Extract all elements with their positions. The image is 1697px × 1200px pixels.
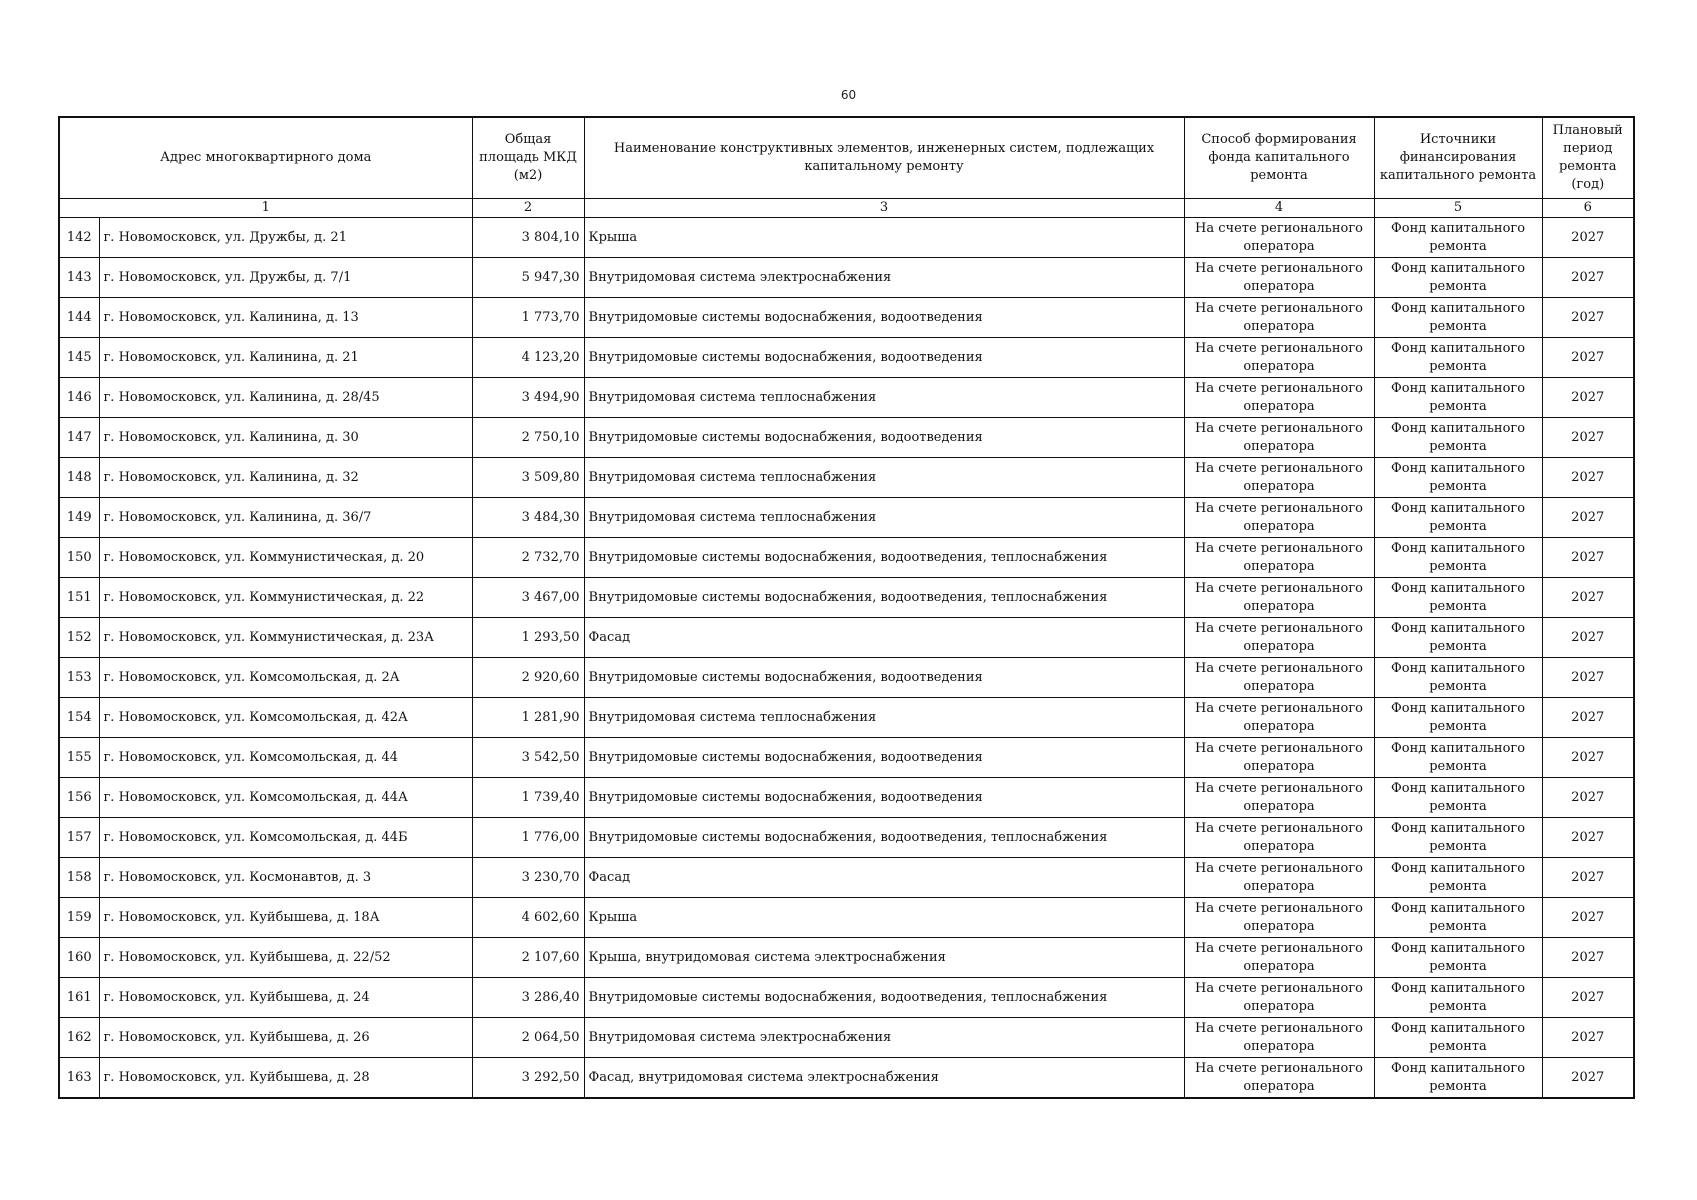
row-funding-source: Фонд капитального ремонта [1374,458,1542,498]
row-funding-source: Фонд капитального ремонта [1374,618,1542,658]
row-address: г. Новомосковск, ул. Комсомольская, д. 44 [99,738,472,778]
row-funding-method: На счете регионального оператора [1184,298,1374,338]
row-elements: Внутридомовые системы водоснабжения, водоотведения [584,658,1184,698]
row-elements: Внутридомовая система теплоснабжения [584,378,1184,418]
row-elements: Крыша, внутридомовая система электроснабжения [584,938,1184,978]
row-area: 1 776,00 [472,818,584,858]
table-row [59,578,1634,618]
row-funding-source: Фонд капитального ремонта [1374,298,1542,338]
row-elements: Внутридомовая система теплоснабжения [584,498,1184,538]
table-row [59,818,1634,858]
row-area: 3 509,80 [472,458,584,498]
row-year: 2027 [1542,978,1634,1018]
row-year: 2027 [1542,258,1634,298]
row-number: 146 [59,378,99,418]
row-elements: Внутридомовые системы водоснабжения, водоотведения [584,298,1184,338]
row-elements: Внутридомовые системы водоснабжения, водоотведения [584,338,1184,378]
row-funding-source: Фонд капитального ремонта [1374,818,1542,858]
row-number: 160 [59,938,99,978]
row-area: 5 947,30 [472,258,584,298]
row-number: 143 [59,258,99,298]
row-year: 2027 [1542,618,1634,658]
row-number: 159 [59,898,99,938]
row-address: г. Новомосковск, ул. Коммунистическая, д. 20 [99,538,472,578]
row-year: 2027 [1542,378,1634,418]
row-address: г. Новомосковск, ул. Комсомольская, д. 44А [99,778,472,818]
row-area: 2 064,50 [472,1018,584,1058]
row-area: 1 281,90 [472,698,584,738]
row-funding-method: На счете регионального оператора [1184,498,1374,538]
table-row [59,938,1634,978]
row-year: 2027 [1542,338,1634,378]
row-year: 2027 [1542,298,1634,338]
row-year: 2027 [1542,458,1634,498]
row-funding-source: Фонд капитального ремонта [1374,1058,1542,1099]
row-address: г. Новомосковск, ул. Комсомольская, д. 44Б [99,818,472,858]
row-funding-method: На счете регионального оператора [1184,898,1374,938]
row-funding-source: Фонд капитального ремонта [1374,1018,1542,1058]
table-row [59,498,1634,538]
row-elements: Крыша [584,898,1184,938]
row-funding-source: Фонд капитального ремонта [1374,658,1542,698]
header-sources: Источники финансирования капитального ремонта [1374,117,1542,199]
row-number: 154 [59,698,99,738]
row-area: 2 732,70 [472,538,584,578]
row-year: 2027 [1542,858,1634,898]
row-funding-method: На счете регионального оператора [1184,738,1374,778]
row-number: 142 [59,218,99,258]
row-number: 157 [59,818,99,858]
row-elements: Внутридомовая система электроснабжения [584,1018,1184,1058]
row-area: 2 920,60 [472,658,584,698]
row-address: г. Новомосковск, ул. Коммунистическая, д. 23А [99,618,472,658]
row-number: 156 [59,778,99,818]
row-number: 153 [59,658,99,698]
row-area: 3 292,50 [472,1058,584,1099]
row-elements: Внутридомовая система электроснабжения [584,258,1184,298]
column-number: 5 [1374,199,1542,218]
row-funding-method: На счете регионального оператора [1184,978,1374,1018]
row-address: г. Новомосковск, ул. Калинина, д. 30 [99,418,472,458]
row-address: г. Новомосковск, ул. Комсомольская, д. 42А [99,698,472,738]
row-address: г. Новомосковск, ул. Куйбышева, д. 24 [99,978,472,1018]
header-period: Плановый период ремонта (год) [1542,117,1634,199]
column-number-row [59,199,1634,218]
table-row [59,738,1634,778]
row-funding-source: Фонд капитального ремонта [1374,498,1542,538]
row-number: 145 [59,338,99,378]
row-year: 2027 [1542,498,1634,538]
row-year: 2027 [1542,898,1634,938]
row-year: 2027 [1542,538,1634,578]
row-elements: Внутридомовые системы водоснабжения, водоотведения, теплоснабжения [584,978,1184,1018]
row-area: 2 750,10 [472,418,584,458]
column-number: 6 [1542,199,1634,218]
header-elements: Наименование конструктивных элементов, инженерных систем, подлежащих капитальному ремонту [584,117,1184,199]
table-row [59,338,1634,378]
row-funding-method: На счете регионального оператора [1184,578,1374,618]
row-funding-method: На счете регионального оператора [1184,658,1374,698]
header-area: Общая площадь МКД (м2) [472,117,584,199]
column-number: 2 [472,199,584,218]
row-area: 3 542,50 [472,738,584,778]
row-number: 150 [59,538,99,578]
row-funding-source: Фонд капитального ремонта [1374,698,1542,738]
row-year: 2027 [1542,1058,1634,1099]
row-funding-source: Фонд капитального ремонта [1374,738,1542,778]
row-elements: Внутридомовые системы водоснабжения, водоотведения [584,738,1184,778]
row-funding-method: На счете регионального оператора [1184,818,1374,858]
row-funding-method: На счете регионального оператора [1184,1018,1374,1058]
table-row [59,778,1634,818]
row-address: г. Новомосковск, ул. Комсомольская, д. 2А [99,658,472,698]
column-number: 1 [59,199,472,218]
row-number: 155 [59,738,99,778]
row-funding-method: На счете регионального оператора [1184,618,1374,658]
row-number: 161 [59,978,99,1018]
row-funding-method: На счете регионального оператора [1184,538,1374,578]
row-elements: Внутридомовые системы водоснабжения, водоотведения, теплоснабжения [584,578,1184,618]
row-number: 148 [59,458,99,498]
header-method: Способ формирования фонда капитального ремонта [1184,117,1374,199]
row-funding-method: На счете регионального оператора [1184,418,1374,458]
row-elements: Внутридомовые системы водоснабжения, водоотведения, теплоснабжения [584,818,1184,858]
row-funding-source: Фонд капитального ремонта [1374,418,1542,458]
row-area: 3 467,00 [472,578,584,618]
row-area: 2 107,60 [472,938,584,978]
row-elements: Крыша [584,218,1184,258]
row-elements: Фасад [584,858,1184,898]
row-area: 1 293,50 [472,618,584,658]
row-funding-method: На счете регионального оператора [1184,218,1374,258]
row-funding-source: Фонд капитального ремонта [1374,218,1542,258]
row-elements: Внутридомовые системы водоснабжения, водоотведения, теплоснабжения [584,538,1184,578]
row-funding-source: Фонд капитального ремонта [1374,898,1542,938]
table-row [59,298,1634,338]
row-number: 144 [59,298,99,338]
table-row [59,1058,1634,1099]
column-number: 4 [1184,199,1374,218]
row-address: г. Новомосковск, ул. Калинина, д. 32 [99,458,472,498]
table-row [59,618,1634,658]
table-row [59,1018,1634,1058]
row-area: 3 230,70 [472,858,584,898]
row-funding-source: Фонд капитального ремонта [1374,258,1542,298]
row-year: 2027 [1542,778,1634,818]
row-address: г. Новомосковск, ул. Калинина, д. 28/45 [99,378,472,418]
row-number: 158 [59,858,99,898]
row-elements: Внутридомовые системы водоснабжения, водоотведения [584,778,1184,818]
row-area: 3 286,40 [472,978,584,1018]
row-number: 151 [59,578,99,618]
row-area: 3 484,30 [472,498,584,538]
row-funding-source: Фонд капитального ремонта [1374,578,1542,618]
table-row [59,858,1634,898]
row-funding-method: На счете регионального оператора [1184,698,1374,738]
row-year: 2027 [1542,938,1634,978]
table-row [59,378,1634,418]
row-address: г. Новомосковск, ул. Калинина, д. 36/7 [99,498,472,538]
row-funding-method: На счете регионального оператора [1184,938,1374,978]
table-row [59,978,1634,1018]
capital-repair-table [58,116,1635,1099]
row-address: г. Новомосковск, ул. Куйбышева, д. 22/52 [99,938,472,978]
row-address: г. Новомосковск, ул. Калинина, д. 13 [99,298,472,338]
row-number: 149 [59,498,99,538]
row-year: 2027 [1542,578,1634,618]
row-funding-source: Фонд капитального ремонта [1374,778,1542,818]
row-area: 3 494,90 [472,378,584,418]
row-funding-source: Фонд капитального ремонта [1374,338,1542,378]
row-funding-method: На счете регионального оператора [1184,258,1374,298]
row-funding-source: Фонд капитального ремонта [1374,858,1542,898]
row-address: г. Новомосковск, ул. Куйбышева, д. 26 [99,1018,472,1058]
row-funding-source: Фонд капитального ремонта [1374,378,1542,418]
page-number: 60 [840,88,857,102]
row-funding-method: На счете регионального оператора [1184,458,1374,498]
row-funding-method: На счете регионального оператора [1184,858,1374,898]
row-year: 2027 [1542,418,1634,458]
row-funding-method: На счете регионального оператора [1184,1058,1374,1099]
row-number: 152 [59,618,99,658]
table-row [59,218,1634,258]
row-elements: Внутридомовая система теплоснабжения [584,458,1184,498]
row-year: 2027 [1542,218,1634,258]
row-address: г. Новомосковск, ул. Куйбышева, д. 18А [99,898,472,938]
row-address: г. Новомосковск, ул. Космонавтов, д. 3 [99,858,472,898]
row-number: 147 [59,418,99,458]
table-header-row [59,117,1634,199]
row-elements: Внутридомовые системы водоснабжения, водоотведения [584,418,1184,458]
table-row [59,538,1634,578]
row-funding-method: На счете регионального оператора [1184,378,1374,418]
row-address: г. Новомосковск, ул. Дружбы, д. 21 [99,218,472,258]
row-funding-method: На счете регионального оператора [1184,338,1374,378]
row-address: г. Новомосковск, ул. Куйбышева, д. 28 [99,1058,472,1099]
table-row [59,698,1634,738]
row-address: г. Новомосковск, ул. Дружбы, д. 7/1 [99,258,472,298]
table-row [59,418,1634,458]
row-year: 2027 [1542,1018,1634,1058]
table-row [59,898,1634,938]
row-address: г. Новомосковск, ул. Калинина, д. 21 [99,338,472,378]
row-funding-source: Фонд капитального ремонта [1374,538,1542,578]
table-row [59,258,1634,298]
row-number: 162 [59,1018,99,1058]
table-row [59,658,1634,698]
header-address: Адрес многоквартирного дома [59,117,472,199]
row-elements: Фасад, внутридомовая система электроснабжения [584,1058,1184,1099]
row-number: 163 [59,1058,99,1099]
row-funding-source: Фонд капитального ремонта [1374,978,1542,1018]
row-area: 4 123,20 [472,338,584,378]
row-funding-source: Фонд капитального ремонта [1374,938,1542,978]
row-area: 1 773,70 [472,298,584,338]
column-number: 3 [584,199,1184,218]
table-row [59,458,1634,498]
row-year: 2027 [1542,658,1634,698]
row-funding-method: На счете регионального оператора [1184,778,1374,818]
row-year: 2027 [1542,738,1634,778]
row-year: 2027 [1542,698,1634,738]
row-area: 3 804,10 [472,218,584,258]
row-year: 2027 [1542,818,1634,858]
row-elements: Фасад [584,618,1184,658]
row-area: 1 739,40 [472,778,584,818]
row-area: 4 602,60 [472,898,584,938]
row-elements: Внутридомовая система теплоснабжения [584,698,1184,738]
row-address: г. Новомосковск, ул. Коммунистическая, д. 22 [99,578,472,618]
